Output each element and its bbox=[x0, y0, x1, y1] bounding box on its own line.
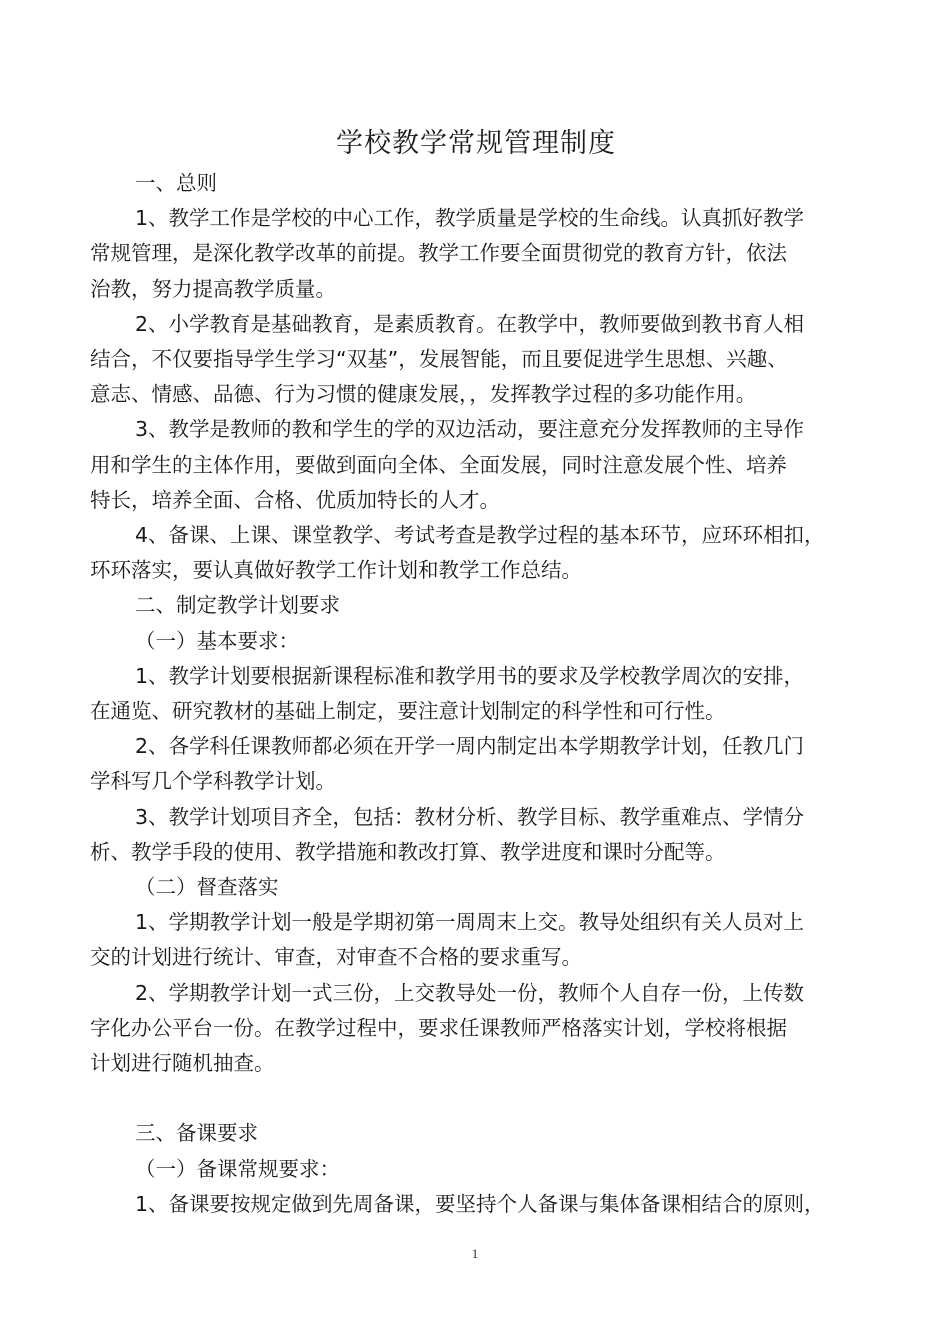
paragraph-line: 3、教学计划项目齐全，包括：教材分析、教学目标、教学重难点、学情分 bbox=[135, 804, 805, 829]
document-page bbox=[90, 122, 862, 1222]
paragraph-line: 1、教学工作是学校的中心工作，教学质量是学校的生命线。认真抓好教学 bbox=[135, 206, 805, 231]
subsection-heading-supervision: （二）督查落实 bbox=[135, 875, 279, 900]
paragraph-line: 2、小学教育是基础教育，是素质教育。在教学中，教师要做到教书育人相 bbox=[135, 311, 805, 336]
paragraph-line: 环环落实，要认真做好教学工作计划和教学工作总结。 bbox=[90, 558, 582, 583]
paragraph-line: 2、各学科任课教师都必须在开学一周内制定出本学期教学计划，任教几门 bbox=[135, 734, 805, 759]
paragraph-line: 计划进行随机抽查。 bbox=[90, 1051, 275, 1076]
paragraph-line: 治教，努力提高教学质量。 bbox=[90, 276, 336, 301]
section-heading-lesson-prep: 三、备课要求 bbox=[135, 1121, 258, 1146]
page-number: 1 bbox=[471, 1246, 479, 1261]
paragraph-line: 在通览、研究教材的基础上制定，要注意计划制定的科学性和可行性。 bbox=[90, 699, 726, 724]
document-title: 学校教学常规管理制度 bbox=[336, 128, 616, 159]
paragraph-line: 字化办公平台一份。在教学过程中，要求任课教师严格落实计划，学校将根据 bbox=[90, 1015, 787, 1040]
paragraph-line: 3、教学是教师的教和学生的学的双边活动，要注意充分发挥教师的主导作 bbox=[135, 417, 805, 442]
paragraph-line: 意志、情感、品德、行为习惯的健康发展，，发挥教学过程的多功能作用。 bbox=[90, 382, 757, 407]
subsection-heading-basic-requirements: （一）基本要求： bbox=[135, 628, 299, 653]
paragraph-line: 交的计划进行统计、审查，对审查不合格的要求重写。 bbox=[90, 945, 582, 970]
subsection-heading-lesson-prep-rules: （一）备课常规要求： bbox=[135, 1156, 340, 1181]
paragraph-line: 2、学期教学计划一式三份，上交教导处一份，教师个人自存一份，上传数 bbox=[135, 980, 805, 1005]
paragraph-line: 4、备课、上课、课堂教学、考试考查是教学过程的基本环节，应环环相扣， bbox=[135, 523, 825, 548]
section-heading-general: 一、总则 bbox=[135, 171, 217, 195]
paragraph-line: 特长，培养全面、合格、优质加特长的人才。 bbox=[90, 487, 500, 512]
paragraph-line: 1、学期教学计划一般是学期初第一周周末上交。教导处组织有关人员对上 bbox=[135, 910, 805, 935]
paragraph-line: 常规管理，是深化教学改革的前提。教学工作要全面贯彻党的教育方针，依法 bbox=[90, 241, 787, 266]
section-heading-teaching-plan: 二、制定教学计划要求 bbox=[135, 593, 340, 618]
paragraph-line: 用和学生的主体作用，要做到面向全体、全面发展，同时注意发展个性、培养 bbox=[90, 452, 787, 477]
paragraph-line: 1、教学计划要根据新课程标准和教学用书的要求及学校教学周次的安排， bbox=[135, 663, 805, 688]
paragraph-line: 1、备课要按规定做到先周备课，要坚持个人备课与集体备课相结合的原则， bbox=[135, 1191, 825, 1216]
paragraph-line: 析、教学手段的使用、教学措施和教改打算、教学进度和课时分配等。 bbox=[90, 839, 726, 864]
paragraph-line: 学科写几个学科教学计划。 bbox=[90, 769, 336, 794]
paragraph-line: 结合，不仅要指导学生学习“双基”，发展智能，而且要促进学生思想、兴趣、 bbox=[90, 347, 788, 372]
blank-line bbox=[90, 1081, 862, 1116]
